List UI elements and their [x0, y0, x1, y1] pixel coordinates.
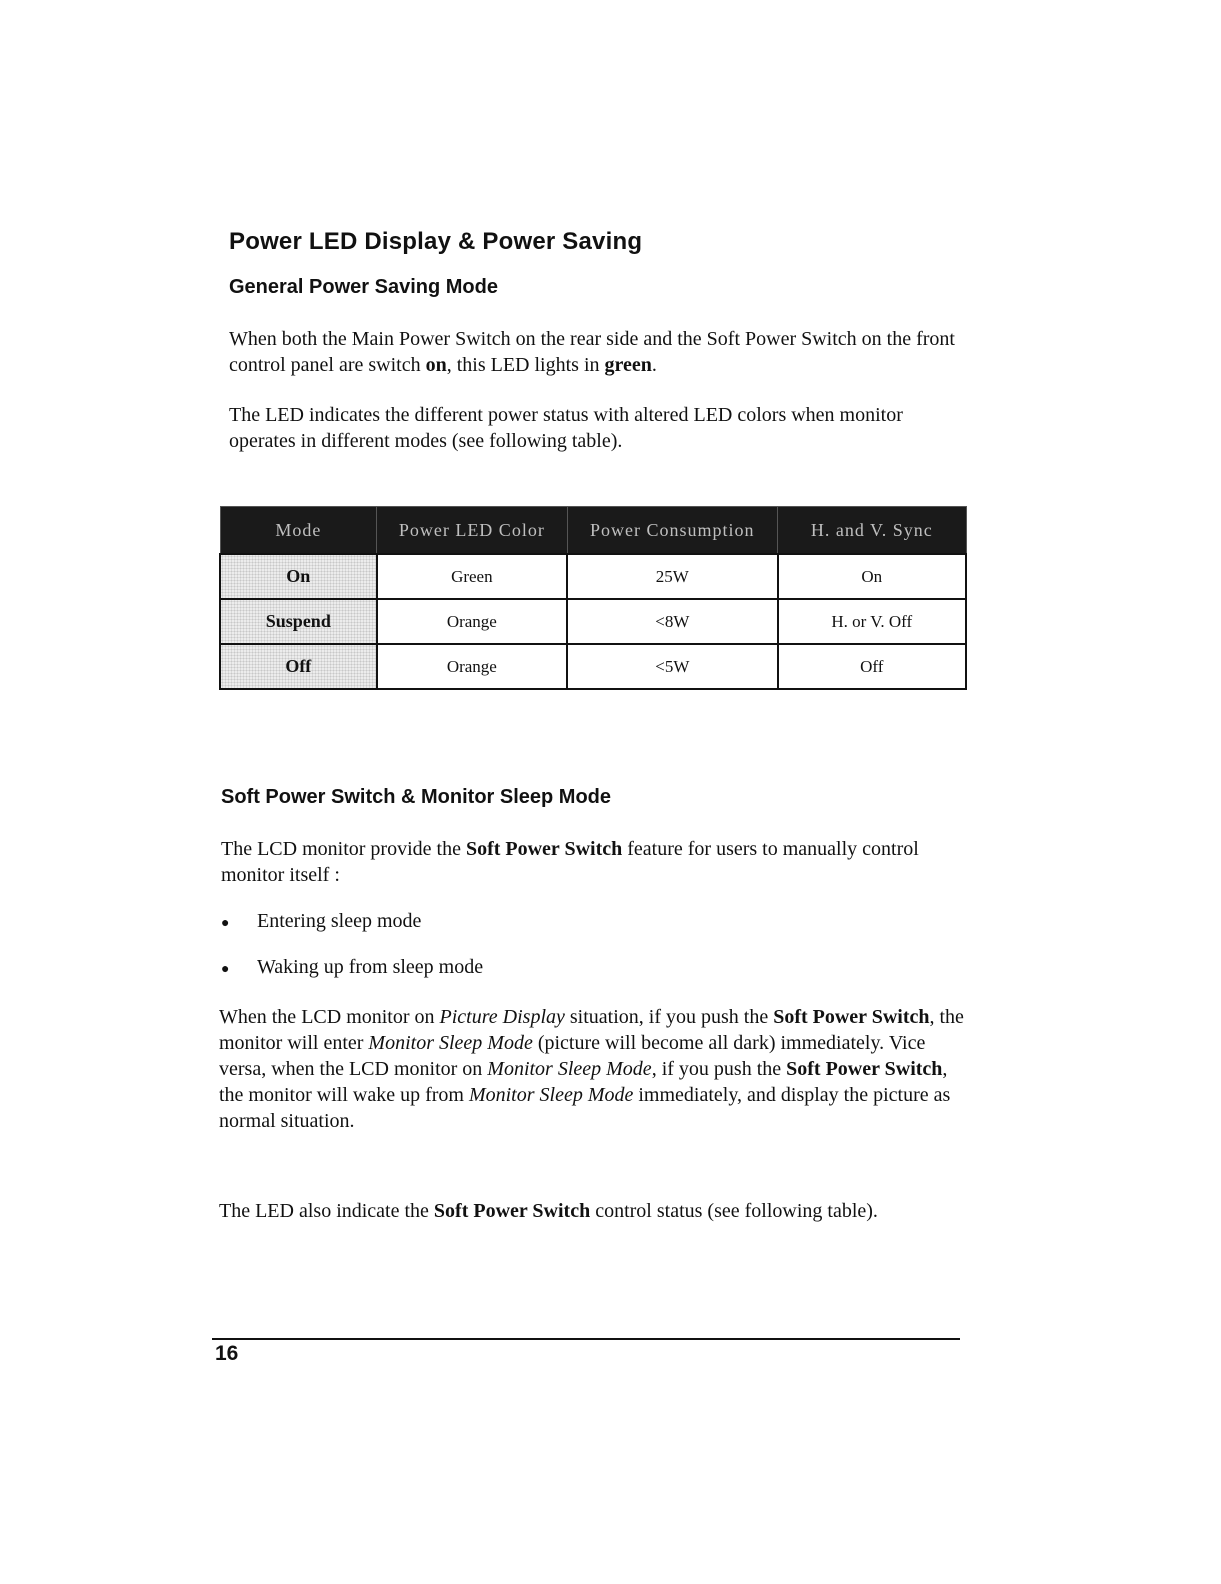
power-cell: <5W — [567, 644, 778, 689]
paragraph-led-soft-switch-status: The LED also indicate the Soft Power Switch control status (see following table). — [219, 1200, 878, 1222]
footer-rule — [212, 1338, 960, 1340]
list-item: ● Entering sleep mode — [221, 908, 421, 937]
mode-cell: On — [220, 554, 377, 599]
paragraph-sleep-mode-description: When the LCD monitor on Picture Display situation, if you push the Soft Power Switch, the monitor will enter Monitor Sleep Mode (picture will become all dark) immediately. Vice versa, when the LCD monitor on Monitor Sleep Mode, if you push the Soft Power Switch, the monitor will wake up from Monitor Sleep Mode immediately, and display the picture as normal situation. — [219, 1006, 964, 1132]
page-number: 16 — [215, 1342, 239, 1365]
led-color-cell: Orange — [377, 644, 567, 689]
column-header-mode: Mode — [220, 507, 377, 555]
paragraph-led-green: When both the Main Power Switch on the rear side and the Soft Power Switch on the front control panel are switch on, this LED lights in green. — [229, 328, 955, 376]
table-header-row — [220, 507, 966, 555]
led-color-cell: Green — [377, 554, 567, 599]
power-cell: <8W — [567, 599, 778, 644]
table-row — [220, 644, 966, 689]
bullet-icon: ● — [221, 916, 230, 931]
section-heading-general-power-saving: General Power Saving Mode — [229, 276, 498, 298]
paragraph-led-indicates: The LED indicates the different power status with altered LED colors when monitor operates in different modes (see following table). — [229, 404, 903, 452]
bullet-icon: ● — [221, 962, 230, 977]
sync-cell: On — [778, 554, 966, 599]
column-header-sync: H. and V. Sync — [778, 507, 966, 555]
power-cell: 25W — [567, 554, 778, 599]
column-header-power-consumption: Power Consumption — [567, 507, 778, 555]
sync-cell: H. or V. Off — [778, 599, 966, 644]
column-header-led-color: Power LED Color — [377, 507, 567, 555]
mode-cell: Off — [220, 644, 377, 689]
power-led-table — [219, 506, 967, 690]
table-row — [220, 554, 966, 599]
mode-cell: Suspend — [220, 599, 377, 644]
paragraph-soft-power-feature: The LCD monitor provide the Soft Power Switch feature for users to manually control monitor itself : — [221, 838, 919, 886]
table-row — [220, 599, 966, 644]
list-item: ● Waking up from sleep mode — [221, 954, 483, 983]
page-title: Power LED Display & Power Saving — [229, 228, 643, 255]
led-color-cell: Orange — [377, 599, 567, 644]
sync-cell: Off — [778, 644, 966, 689]
section-heading-soft-power-switch: Soft Power Switch & Monitor Sleep Mode — [221, 786, 612, 808]
